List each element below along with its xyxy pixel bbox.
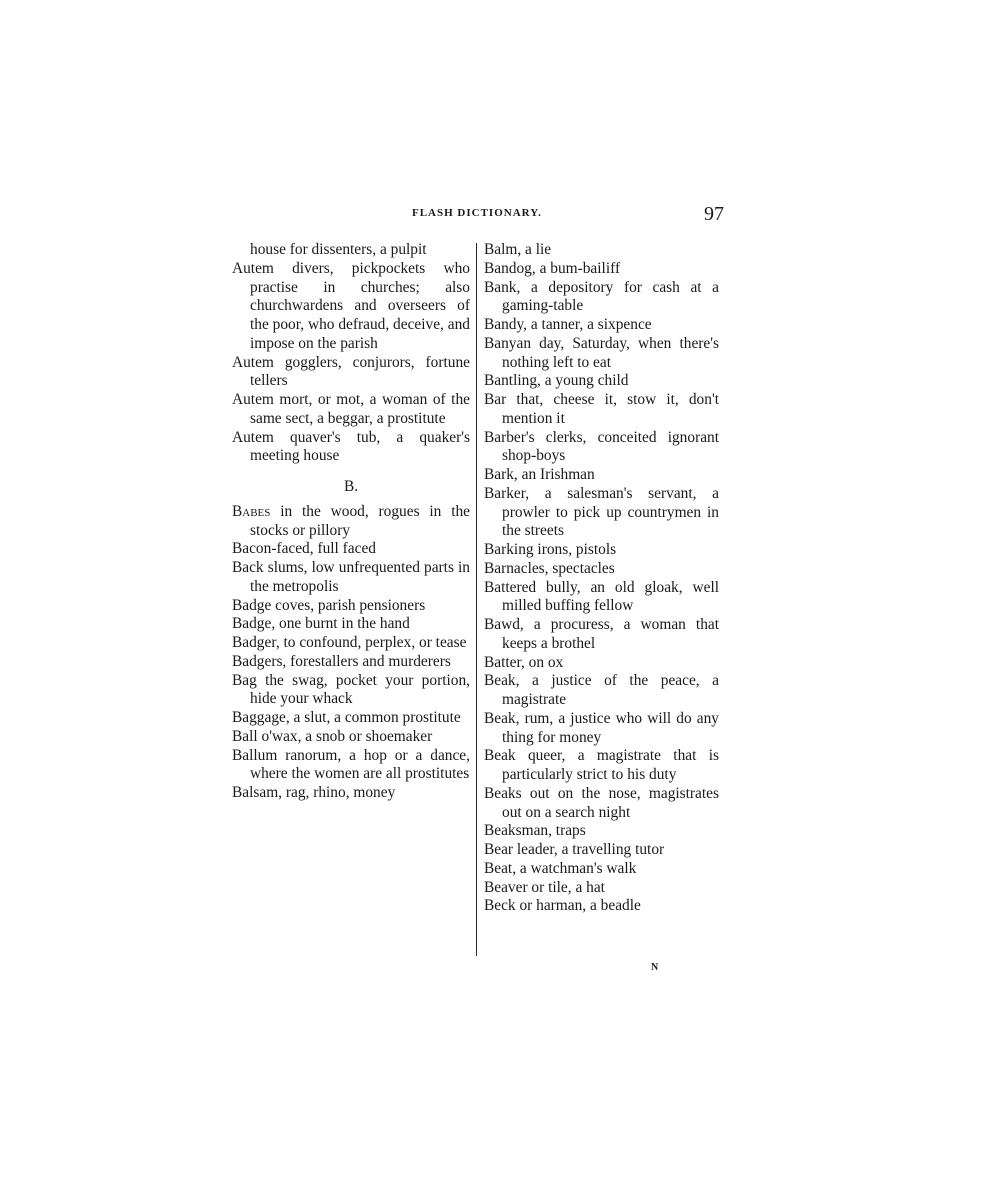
dictionary-entry: Badgers, forestallers and murderers: [232, 652, 451, 670]
left-column: [232, 241, 470, 803]
dictionary-entry: Bacon-faced, full faced: [232, 540, 376, 558]
dictionary-entry: Autem quaver's tub, a quaker's meeting house: [232, 428, 470, 465]
dictionary-entry: Badge, one burnt in the hand: [232, 615, 410, 633]
dictionary-entry: Autem mort, or mot, a woman of the same sect, a beggar, a prostitute: [232, 391, 470, 427]
dictionary-entry: Bantling, a young child: [484, 372, 629, 390]
column-divider: [476, 243, 477, 956]
dictionary-entry: [232, 503, 470, 541]
dictionary-entry: Bandy, a tanner, a sixpence: [484, 316, 652, 333]
dictionary-entry: Beak queer, a magistrate that is particularly strict to his duty: [484, 747, 719, 783]
dictionary-entry: Barker, a salesman's servant, a prowler to pick up countrymen in the streets: [484, 484, 719, 540]
section-heading: B.: [343, 478, 359, 495]
dictionary-entry: Beck or harman, a beadle: [484, 897, 641, 915]
dictionary-entry: Ballum ranorum, a hop or a dance, where the women are all prostitutes: [232, 746, 470, 783]
right-column: [484, 241, 719, 916]
entry-definition: in the wood, rogues in the stocks or pillory: [250, 502, 470, 539]
dictionary-entry: Barking irons, pistols: [484, 541, 617, 558]
dictionary-entry: Balm, a lie: [484, 241, 552, 258]
entry-headword: Babes: [232, 502, 271, 520]
dictionary-entry: Beaksman, traps: [484, 822, 586, 840]
dictionary-entry: Banyan day, Saturday, when there's nothing left to eat: [484, 334, 719, 371]
dictionary-entry: Batter, on ox: [484, 653, 564, 671]
dictionary-entry: Ball o'wax, a snob or shoemaker: [232, 727, 433, 745]
dictionary-entry: Balsam, rag, rhino, money: [232, 784, 396, 801]
dictionary-entry: Autem divers, pickpockets who practise in churches; also churchwardens and overseers of the poor, who defraud, deceive, and impose on the parish: [232, 259, 470, 352]
dictionary-entry: Back slums, low unfrequented parts in the metropolis: [232, 559, 470, 595]
dictionary-entry: Bawd, a procuress, a woman that keeps a brothel: [484, 616, 719, 652]
dictionary-entry: Bag the swag, pocket your portion, hide your whack: [232, 671, 470, 708]
signature-mark: N: [651, 962, 659, 973]
dictionary-entry: Baggage, a slut, a common prostitute: [232, 709, 461, 726]
dictionary-entry: Bar that, cheese it, stow it, don't mention it: [484, 391, 719, 427]
dictionary-entry: Bandog, a bum-bailiff: [484, 259, 621, 277]
dictionary-entry: Bank, a depository for cash at a gaming-table: [484, 278, 719, 315]
dictionary-entry: Barber's clerks, conceited ignorant shop-boys: [484, 428, 719, 465]
dictionary-entry: Barnacles, spectacles: [484, 559, 615, 577]
dictionary-entry: house for dissenters, a pulpit: [250, 241, 427, 258]
dictionary-entry: Beat, a watchman's walk: [484, 859, 637, 877]
running-title: FLASH DICTIONARY.: [412, 207, 542, 219]
dictionary-entry: Badger, to confound, perplex, or tease: [232, 634, 467, 651]
dictionary-entry: Bear leader, a travelling tutor: [484, 841, 665, 858]
dictionary-entry: Beak, a justice of the peace, a magistrate: [484, 672, 719, 708]
dictionary-entry: Bark, an Irishman: [484, 466, 595, 483]
dictionary-entry: Beaver or tile, a hat: [484, 878, 605, 896]
dictionary-entry: Beaks out on the nose, magistrates out on a search night: [484, 784, 719, 821]
dictionary-entry: Autem gogglers, conjurors, fortune tellers: [232, 353, 470, 390]
page-number: 97: [704, 203, 724, 225]
dictionary-entry: Badge coves, parish pensioners: [232, 596, 426, 614]
dictionary-entry: Beak, rum, a justice who will do any thing for money: [484, 709, 719, 746]
dictionary-entry: Battered bully, an old gloak, well milled buffing fellow: [484, 578, 719, 615]
